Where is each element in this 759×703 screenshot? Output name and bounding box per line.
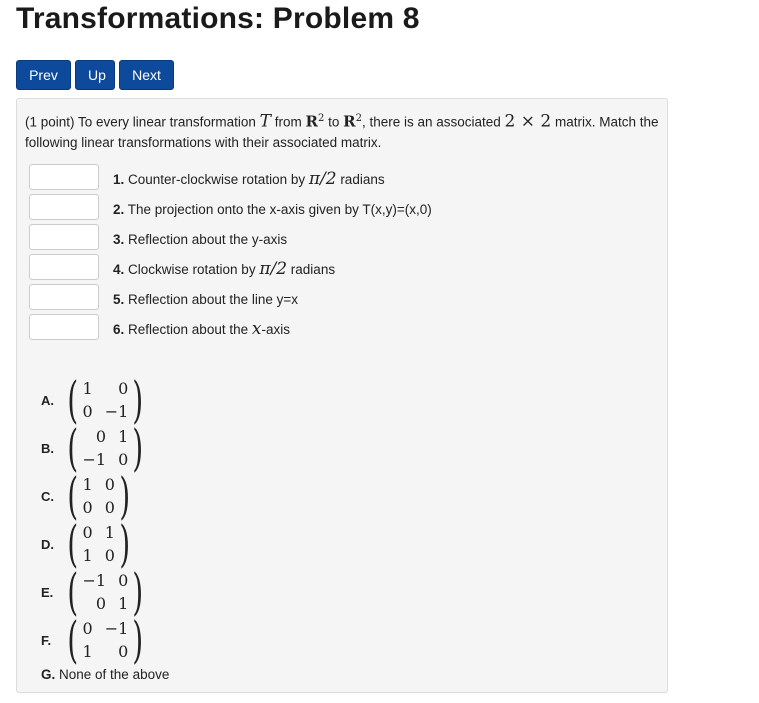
matrix-cell: 0: [95, 594, 107, 613]
match-row: [29, 313, 290, 341]
answer-input[interactable]: [29, 164, 99, 190]
matrix-option: [41, 563, 148, 621]
answer-input[interactable]: [29, 224, 99, 250]
left-paren: (: [67, 371, 79, 429]
matrix-cell: 1: [82, 546, 93, 565]
matrix-option: [41, 467, 134, 525]
right-paren: ): [132, 371, 144, 429]
matrix-cell: 1: [82, 379, 93, 398]
answer-input[interactable]: [29, 254, 99, 280]
matrix-cell: 1: [82, 642, 93, 661]
matrix-cell: 0: [118, 450, 129, 469]
transformation-label: 2. The projection onto the x-axis given by T(x,y)=(x,0): [113, 202, 432, 217]
option-label: A.: [41, 392, 54, 408]
answer-input[interactable]: [29, 284, 99, 310]
option-label: F.: [41, 632, 52, 648]
left-paren: (: [67, 467, 79, 525]
up-button[interactable]: Up: [75, 60, 115, 90]
match-row: [29, 193, 432, 221]
right-paren: ): [119, 467, 131, 525]
matrix-cell: −1: [82, 571, 107, 590]
matrix-cell: 0: [82, 402, 93, 421]
matrix: [63, 419, 148, 477]
matrix-cell: 0: [104, 475, 115, 494]
problem-statement: (1 point) To every linear transformation T from $R^2$ to $R^2$, there is an associated 2 × 2 matrix. Match the following linear transformations with their associated matrix.: [25, 111, 659, 150]
matrix-cell: 0: [104, 498, 115, 517]
matrix: [63, 467, 134, 525]
matrix-option: [41, 515, 134, 573]
matrix-option: [41, 371, 148, 429]
option-label: C.: [41, 488, 54, 504]
option-label: D.: [41, 536, 54, 552]
transformation-label: 6. Reflection about the x-axis: [113, 319, 290, 339]
matrix-cell: −1: [104, 619, 129, 638]
matrix-cell: 1: [104, 523, 115, 542]
matrix-cell: 0: [82, 498, 93, 517]
matrix-cell: 0: [82, 619, 93, 638]
matrix-cell: −1: [82, 450, 107, 469]
matrix-cell: 1: [82, 475, 93, 494]
option-label: B.: [41, 440, 54, 456]
problem-panel: [16, 98, 668, 693]
matrix-cell: 0: [82, 523, 93, 542]
problem-nav: [16, 60, 174, 90]
matrix: [63, 611, 148, 669]
matrix-cell: 0: [95, 427, 107, 446]
next-button[interactable]: Next: [119, 60, 174, 90]
transformation-label: 3. Reflection about the y-axis: [113, 232, 288, 247]
transformation-label: 5. Reflection about the line y=x: [113, 292, 298, 307]
answer-input[interactable]: [29, 194, 99, 220]
answer-input[interactable]: [29, 314, 99, 340]
match-row: [29, 283, 298, 311]
right-paren: ): [119, 515, 131, 573]
left-paren: (: [67, 563, 79, 621]
right-paren: ): [132, 419, 144, 477]
matrix: [63, 371, 148, 429]
matrix-cell: −1: [104, 402, 129, 421]
matrix-cell: 1: [118, 427, 129, 446]
right-paren: ): [132, 563, 144, 621]
transformation-label: 1. Counter-clockwise rotation by π/2 radians: [113, 169, 385, 189]
page-title: Transformations: Problem 8: [16, 2, 420, 35]
left-paren: (: [67, 611, 79, 669]
option-g: G. None of the above: [41, 667, 170, 682]
option-label: E.: [41, 584, 54, 600]
matrix-cell: 0: [118, 571, 129, 590]
match-row: [29, 223, 288, 251]
left-paren: (: [67, 419, 79, 477]
matrix-option: [41, 419, 148, 477]
matrix: [63, 515, 134, 573]
match-row: [29, 253, 336, 281]
matrix-cell: 1: [118, 594, 129, 613]
left-paren: (: [67, 515, 79, 573]
matrix-option: [41, 611, 148, 669]
matrix: [63, 563, 148, 621]
matrix-cell: 0: [118, 379, 129, 398]
prev-button[interactable]: Prev: [16, 60, 71, 90]
matrix-cell: 0: [104, 546, 115, 565]
matrix-cell: 0: [118, 642, 129, 661]
right-paren: ): [132, 611, 144, 669]
transformation-label: 4. Clockwise rotation by π/2 radians: [113, 259, 336, 279]
match-row: [29, 163, 385, 191]
